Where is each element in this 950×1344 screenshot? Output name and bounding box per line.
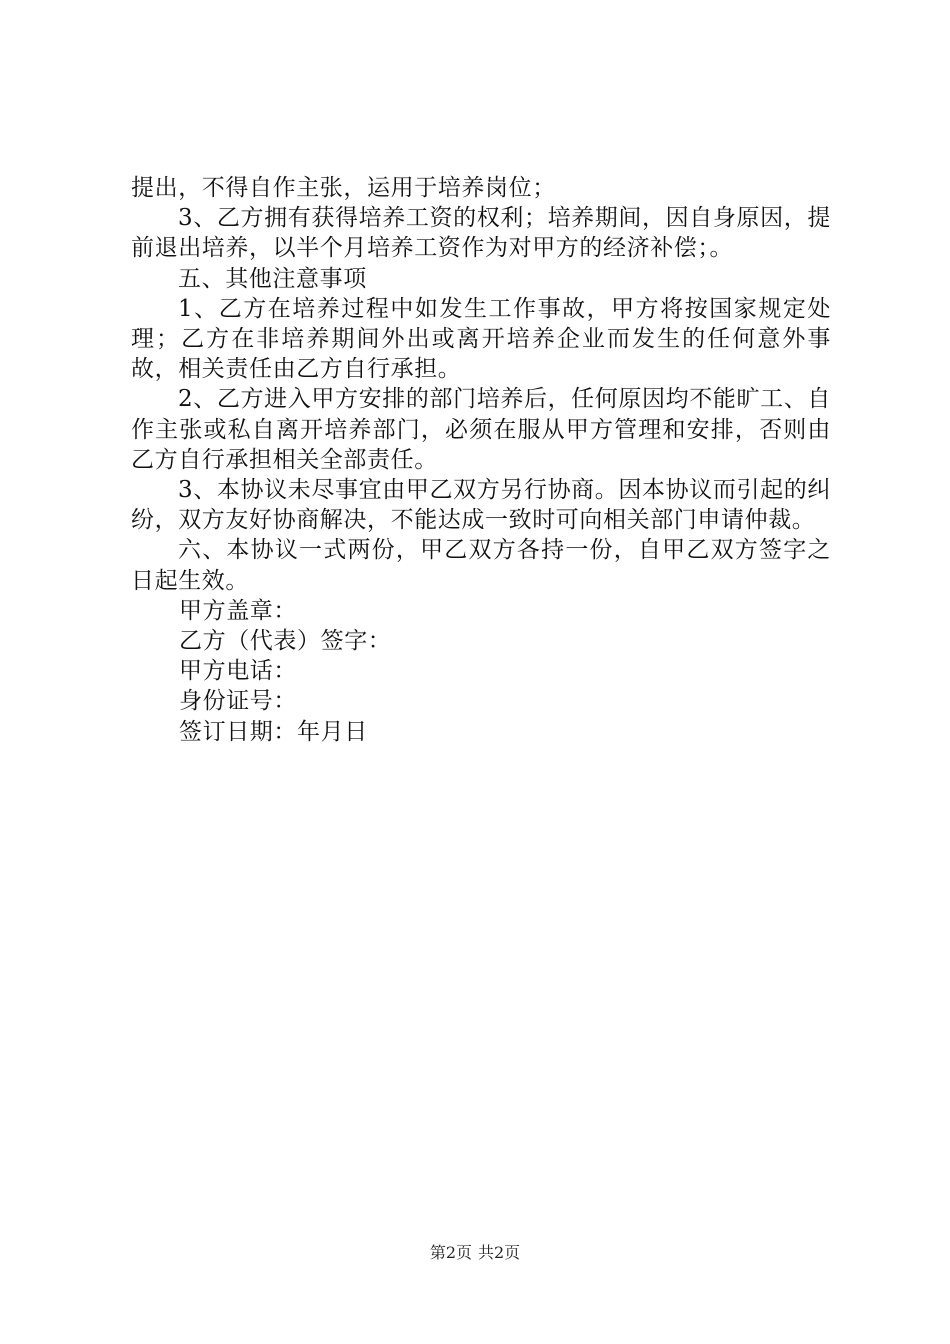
section-copies-effective: 六、本协议一式两份，甲乙双方各持一份，自甲乙双方签字之日起生效。 xyxy=(131,537,831,594)
paragraph-clause-3-disputes: 3、本协议未尽事宜由甲乙双方另行协商。因本协议而引起的纠纷，双方友好协商解决，不能达成一致时可向相关部门申请仲裁。 xyxy=(131,477,831,534)
paragraph-clause-2-absence: 2、乙方进入甲方安排的部门培养后，任何原因均不能旷工、自作主张或私自离开培养部门，必须在服从甲方管理和安排，否则由乙方自行承担相关全部责任。 xyxy=(131,386,831,473)
signature-field-sign-date: 签订日期：年月日 xyxy=(179,718,368,745)
paragraph-clause-3-wages: 3、乙方拥有获得培养工资的权利；培养期间，因自身原因，提前退出培养，以半个月培养工资作为对甲方的经济补偿；。 xyxy=(131,205,831,262)
page-total: 共2页 xyxy=(478,1243,521,1262)
paragraph-continuation: 提出，不得自作主张，运用于培养岗位； xyxy=(131,175,556,201)
page-number: 第2页 xyxy=(429,1243,472,1262)
paragraph-clause-1-accidents: 1、乙方在培养过程中如发生工作事故，甲方将按国家规定处理；乙方在非培养期间外出或离开培养企业而发生的任何意外事故，相关责任由乙方自行承担。 xyxy=(131,295,831,383)
signature-field-party-a-seal: 甲方盖章： xyxy=(179,597,297,624)
document-body xyxy=(131,173,831,747)
signature-field-party-b-signature: 乙方（代表）签字： xyxy=(179,628,392,655)
signature-field-party-a-phone: 甲方电话： xyxy=(179,658,297,685)
signature-field-id-number: 身份证号： xyxy=(179,688,297,715)
page-footer xyxy=(0,1243,950,1263)
section-heading-other-notes: 五、其他注意事项 xyxy=(178,265,367,292)
